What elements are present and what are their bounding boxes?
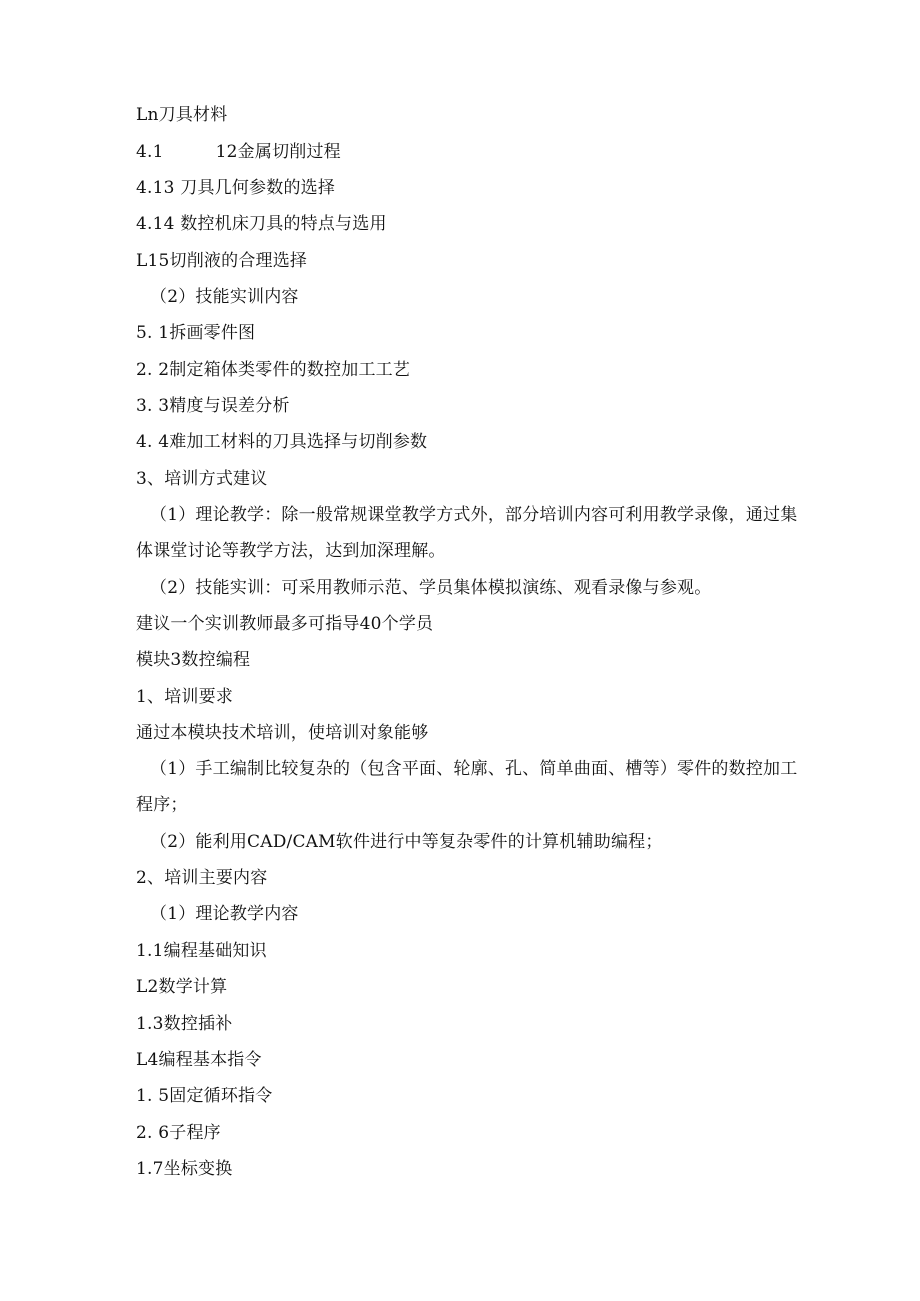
- paragraph: （1）手工编制比较复杂的（包含平面、轮廓、孔、简单曲面、槽等）零件的数控加工程序；: [136, 759, 798, 815]
- text-line: 2. 6子程序: [136, 1123, 221, 1143]
- text-line: 1.3数控插补: [136, 1014, 233, 1034]
- text-line: 1.1编程基础知识: [136, 941, 267, 961]
- paragraph: （2）能利用CAD/CAM软件进行中等复杂零件的计算机辅助编程；: [150, 832, 663, 852]
- text-line: 4. 4难加工材料的刀具选择与切削参数: [136, 432, 428, 452]
- subheading: （1）理论教学内容: [150, 904, 299, 924]
- text-line: 3. 3精度与误差分析: [136, 396, 290, 416]
- text-line: 2. 2制定箱体类零件的数控加工工艺: [136, 360, 411, 380]
- paragraph: （2）技能实训：可采用教师示范、学员集体模拟演练、观看录像与参观。: [150, 578, 712, 598]
- text-line: 5. 1拆画零件图: [136, 323, 256, 343]
- paragraph: （1）理论教学：除一般常规课堂教学方式外，部分培训内容可利用教学录像，通过集体课堂讨论等教学方法，达到加深理解。: [136, 505, 798, 561]
- section-number: 4.1: [136, 142, 164, 162]
- section-title: 12金属切削过程: [215, 142, 341, 162]
- text-line: L4编程基本指令: [136, 1050, 262, 1070]
- text-line: 4.13 刀具几何参数的选择: [136, 178, 336, 198]
- text-line: Ln刀具材料: [136, 105, 228, 125]
- text-line: L15切削液的合理选择: [136, 251, 308, 271]
- heading: 3、培训方式建议: [136, 469, 268, 489]
- text-line: 1. 5固定循环指令: [136, 1086, 273, 1106]
- text-line: 建议一个实训教师最多可指导40个学员: [136, 614, 434, 634]
- module-title: 模块3数控编程: [136, 650, 251, 670]
- text-line: [136, 141, 341, 163]
- heading: 1、培训要求: [136, 687, 234, 707]
- text-line: 1.7坐标变换: [136, 1159, 233, 1179]
- text-line: L2数学计算: [136, 977, 228, 997]
- heading: 2、培训主要内容: [136, 868, 268, 888]
- text-line: 通过本模块技术培训，使培训对象能够: [136, 723, 429, 743]
- text-line: 4.14 数控机床刀具的特点与选用: [136, 214, 387, 234]
- subheading: （2）技能实训内容: [150, 287, 299, 307]
